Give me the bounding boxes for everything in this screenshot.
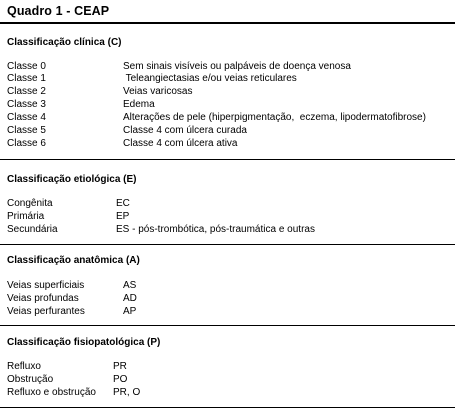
row-label: Refluxo (7, 361, 41, 372)
row-value: Veias varicosas (123, 86, 193, 97)
section-heading: Classificação anatômica (A) (7, 255, 140, 266)
row-label: Classe 0 (7, 61, 46, 72)
row-value: EP (116, 211, 130, 222)
row-value: Sem sinais visíveis ou palpáveis de doença venosa (123, 61, 351, 72)
row-label: Classe 3 (7, 99, 46, 110)
section-divider (0, 407, 455, 408)
table-row (0, 306, 455, 318)
table-row (0, 73, 455, 85)
section-heading: Classificação fisiopatológica (P) (7, 337, 161, 348)
row-label: Obstrução (7, 374, 54, 385)
table-row (0, 112, 455, 124)
row-label: Veias superficiais (7, 280, 85, 291)
table-row (0, 99, 455, 111)
table-row (0, 138, 455, 150)
row-label: Classe 2 (7, 86, 46, 97)
row-label: Secundária (7, 224, 58, 235)
table-row (0, 61, 455, 73)
row-label: Primária (7, 211, 45, 222)
title-divider (0, 22, 455, 24)
table-row (0, 224, 455, 236)
row-label: Veias profundas (7, 293, 79, 304)
row-value: AP (123, 306, 137, 317)
section-heading: Classificação clínica (C) (7, 37, 122, 48)
page-title: Quadro 1 - CEAP (7, 4, 110, 18)
section-divider (0, 159, 455, 160)
table-row (0, 280, 455, 292)
row-value: PO (113, 374, 128, 385)
row-label: Classe 5 (7, 125, 46, 136)
row-label: Refluxo e obstrução (7, 387, 96, 398)
row-label: Classe 4 (7, 112, 46, 123)
row-value: Teleangiectasias e/ou veias reticulares (123, 73, 297, 84)
section-divider (0, 325, 455, 326)
row-value: Alterações de pele (hiperpigmentação, eczema, lipodermatofibrose) (123, 112, 426, 123)
row-value: Classe 4 com úlcera ativa (123, 138, 238, 149)
row-label: Congênita (7, 198, 53, 209)
row-value: EC (116, 198, 130, 209)
table-row (0, 374, 455, 386)
row-value: PR (113, 361, 127, 372)
row-label: Classe 6 (7, 138, 46, 149)
table-row (0, 86, 455, 98)
table-row (0, 293, 455, 305)
row-value: ES - pós-trombótica, pós-traumática e outras (116, 224, 315, 235)
table-row (0, 387, 455, 399)
section-heading: Classificação etiológica (E) (7, 174, 137, 185)
table-row (0, 361, 455, 373)
table-row (0, 198, 455, 210)
row-value: AD (123, 293, 137, 304)
row-value: Edema (123, 99, 155, 110)
row-value: PR, O (113, 387, 141, 398)
table-row (0, 211, 455, 223)
row-value: Classe 4 com úlcera curada (123, 125, 247, 136)
row-label: Veias perfurantes (7, 306, 85, 317)
row-label: Classe 1 (7, 73, 46, 84)
section-divider (0, 244, 455, 245)
table-row (0, 125, 455, 137)
row-value: AS (123, 280, 137, 291)
